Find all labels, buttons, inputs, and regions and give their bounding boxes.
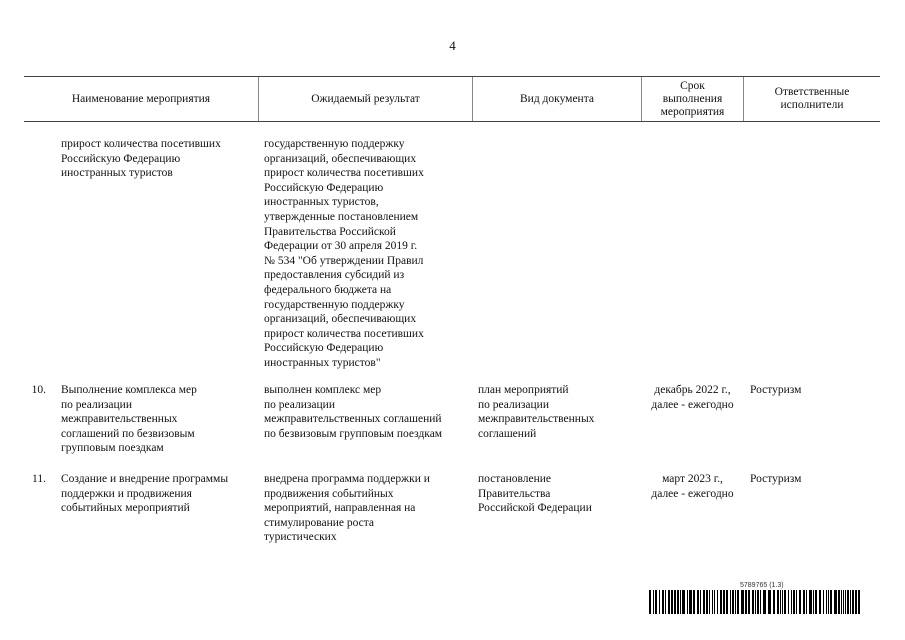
row-deadline: март 2023 г., далее - ежегодно	[651, 473, 734, 500]
row-number: 10.	[31, 384, 46, 396]
header-bottom-border	[24, 121, 880, 122]
header-name: Наименование мероприятия	[71, 92, 211, 105]
row-responsible: Ростуризм	[750, 384, 802, 396]
row-doc-type: план мероприятий по реализации межправительственных соглашений	[478, 384, 595, 440]
row-result: внедрена программа поддержки и продвижения событийных мероприятий, направленная на стимулирование роста туристических	[264, 473, 430, 544]
row-deadline: декабрь 2022 г., далее - ежегодно	[651, 384, 734, 411]
header-result: Ожидаемый результат	[311, 92, 420, 105]
continuation-name: прирост количества посетивших Российскую Федерацию иностранных туристов	[61, 138, 221, 180]
header-doc-type: Вид документа	[520, 92, 594, 105]
header-deadline: Срок выполнения мероприятия	[660, 79, 725, 118]
row-name: Выполнение комплекса мер по реализации межправительственных соглашений по безвизовым групповым поездкам	[61, 384, 197, 455]
page-number: 4	[449, 38, 456, 53]
barcode-icon	[649, 590, 861, 614]
barcode-label: 5789765 (1.3)	[740, 582, 784, 589]
row-result: выполнен комплекс мер по реализации межправительственных соглашений по безвизовым групповым поездкам	[264, 384, 443, 440]
row-number: 11.	[32, 473, 46, 485]
header-responsible: Ответственные исполнители	[774, 86, 850, 111]
row-doc-type: постановление Правительства Российской Федерации	[478, 473, 592, 515]
row-responsible: Ростуризм	[750, 473, 802, 485]
row-name: Создание и внедрение программы поддержки и продвижения событийных мероприятий	[61, 473, 229, 515]
continuation-result: государственную поддержку организаций, обеспечивающих прирост количества посетивших Российскую Федерацию иностранных туристов, утвержденные постановлением Правительства Российской Федерации от 30 апреля 2019 г. № 534 "Об утверждении Правил предоставления субсидий из федерального бюджета на государственную поддержку организаций, обеспечивающих прирост количества посетивших Российскую Федерацию иностранных туристов"	[264, 138, 424, 369]
